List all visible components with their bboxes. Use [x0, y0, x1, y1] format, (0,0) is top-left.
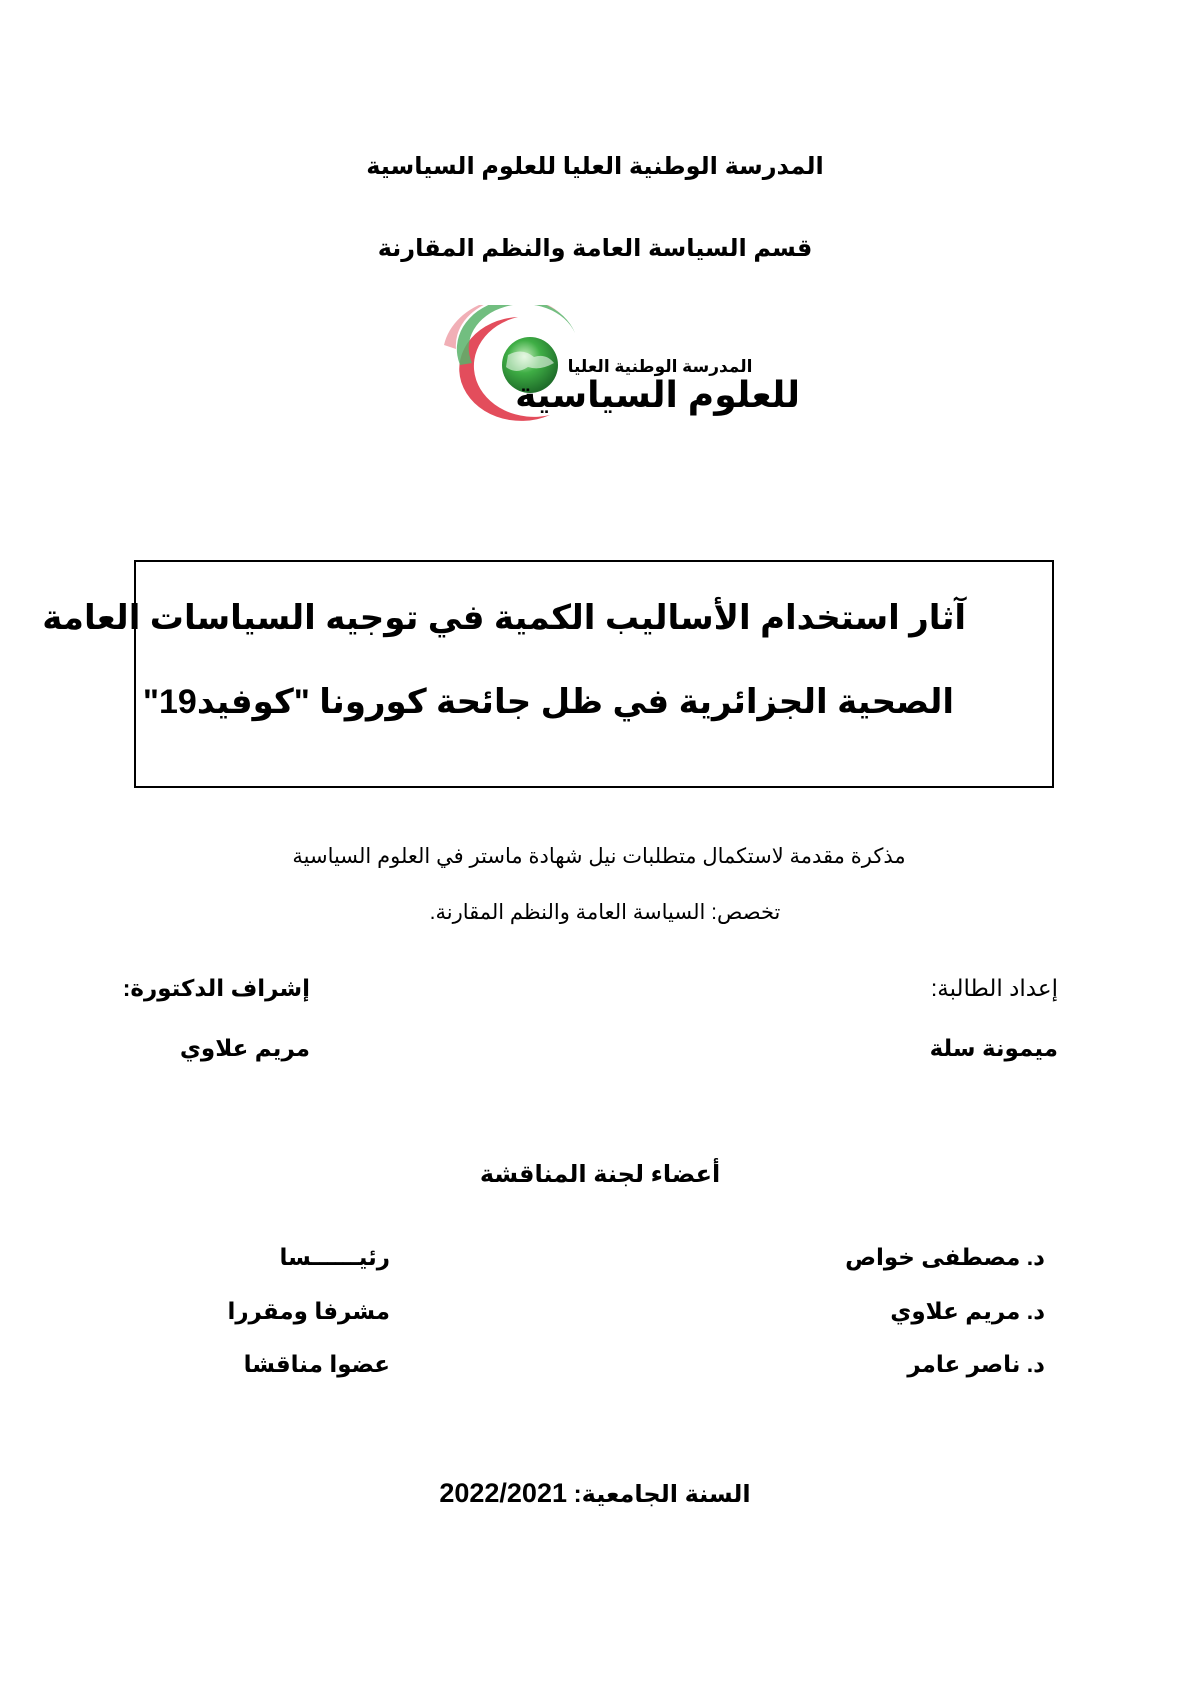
committee-member-role: عضوا مناقشا	[243, 1351, 390, 1377]
committee-member-role: مشرفا ومقررا	[227, 1298, 390, 1324]
thesis-title-box	[134, 560, 1054, 788]
institution-name: المدرسة الوطنية العليا للعلوم السياسية	[366, 153, 824, 180]
academic-year-label: السنة الجامعية:	[573, 1481, 751, 1508]
committee-member-role: رئيــــــسا	[279, 1244, 390, 1270]
student-label: إعداد الطالبة:	[930, 975, 1058, 1001]
student-name: ميمونة سلة	[929, 1035, 1058, 1061]
thesis-title-line-2: الصحية الجزائرية في ظل جائحة كورونا "كوفيد19"	[142, 683, 954, 721]
memo-purpose: مذكرة مقدمة لاستكمال متطلبات نيل شهادة ماستر في العلوم السياسية	[292, 845, 906, 868]
academic-year	[0, 1478, 1190, 1509]
thesis-title-line-1: آثار استخدام الأساليب الكمية في توجيه السياسات العامة	[42, 599, 966, 637]
committee-member-name: د. مصطفى خواص	[845, 1244, 1045, 1270]
logo-text-big: للعلوم السياسية	[515, 374, 800, 415]
committee-title: أعضاء لجنة المناقشة	[479, 1161, 721, 1188]
logo-text-small: المدرسة الوطنية العليا	[567, 357, 753, 376]
supervisor-name: مريم علاوي	[179, 1035, 310, 1061]
committee-member-name: د. مريم علاوي	[890, 1298, 1045, 1324]
supervisor-label: إشراف الدكتورة:	[122, 975, 310, 1001]
committee-member-name: د. ناصر عامر	[907, 1351, 1045, 1377]
academic-year-value: 2022/2021	[439, 1478, 567, 1508]
department-name: قسم السياسة العامة والنظم المقارنة	[377, 235, 813, 262]
specialty: تخصص: السياسة العامة والنظم المقارنة.	[429, 901, 781, 924]
